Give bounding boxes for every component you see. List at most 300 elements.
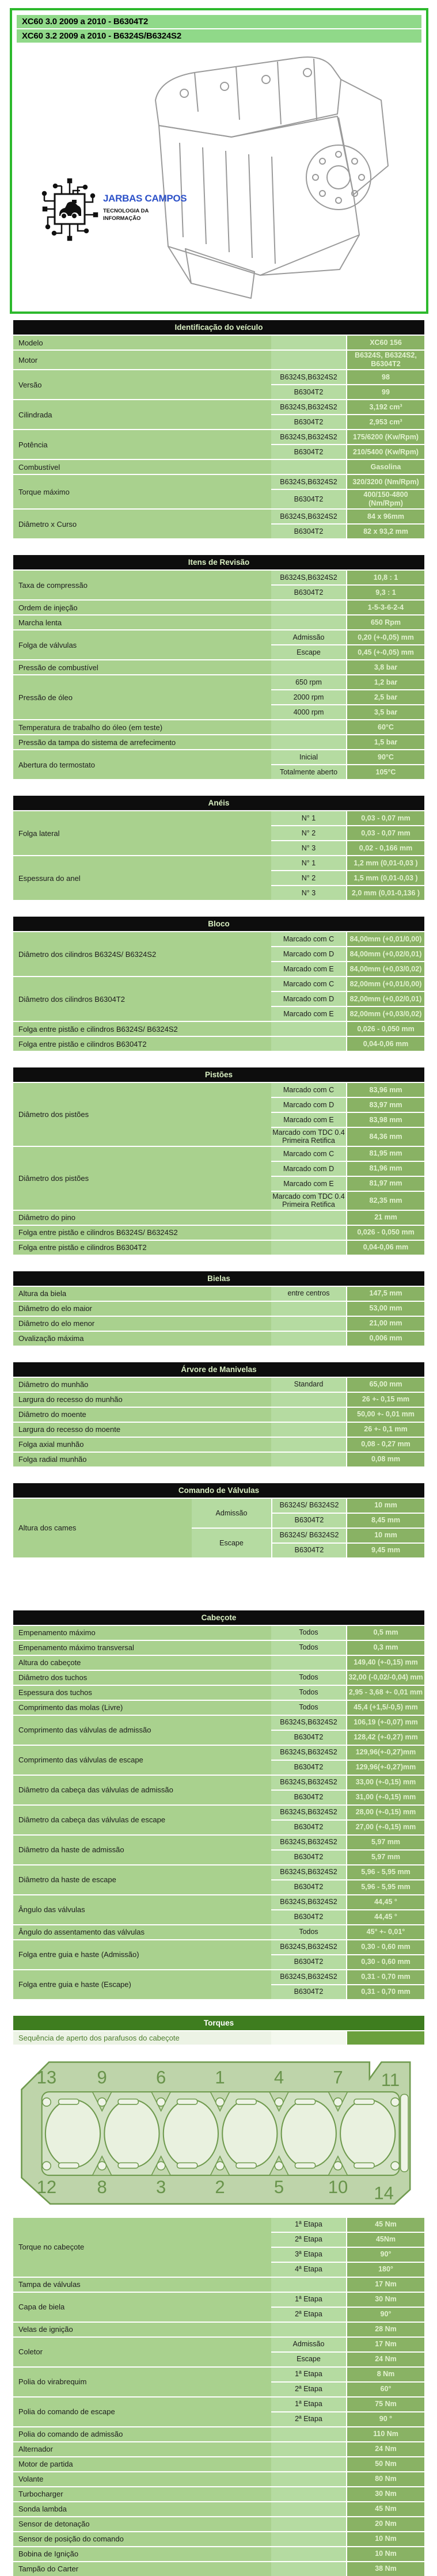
row-condition: 1ª Etapa [271,2398,346,2411]
spec-row [13,571,424,599]
row-value: 65,00 mm [346,1378,424,1392]
spec-subrow [271,2218,424,2232]
spec-subrow [271,1730,424,1745]
spec-row [13,1147,424,1210]
row-subcolumn [271,1940,424,1969]
row-value: 84,36 mm [346,1128,424,1146]
row-value: 83,97 mm [346,1098,424,1112]
spec-subrow [271,2427,424,2441]
row-subcolumn [271,1378,424,1392]
row-condition: 2ª Etapa [271,2383,346,2396]
section-header: Árvore de Manivelas [13,1362,424,1377]
spec-subrow [271,510,424,523]
row-condition: B6304T2 [271,1791,346,1804]
row-subcolumn [271,1438,424,1452]
row-value: 0,04-0,06 mm [346,1037,424,1051]
row-subcolumn [271,1701,424,1715]
spec-subrow [271,2232,424,2247]
row-condition: B6304T2 [271,1955,346,1969]
row-value: 1,2 bar [346,675,424,689]
row-subcolumn [271,1287,424,1301]
row-condition: 1ª Etapa [271,2368,346,2381]
row-label: Diâmetro dos cilindros B6324S/ B6324S2 [13,932,271,976]
row-subcolumn [271,1393,424,1407]
row-condition: 4000 rpm [271,705,346,719]
row-condition: 2ª Etapa [271,2412,346,2426]
row-condition: 650 rpm [271,675,346,689]
row-label: Polia do comando de admissão [13,2427,271,2441]
row-value: 60°C [346,720,424,734]
row-subcolumn [271,1925,424,1939]
spec-row [13,2562,424,2576]
row-subcolumn [271,1211,424,1225]
spec-subrow [271,1006,424,1021]
bolt-number: 2 [215,2176,225,2197]
row-value: 90° [346,2308,424,2322]
row-condition: N° 3 [271,886,346,900]
spec-subrow [271,351,424,369]
row-group-key: Escape [192,1529,271,1557]
row-value: 0,03 - 0,07 mm [346,826,424,840]
row-condition: Admissão [271,630,346,644]
spec-row [13,430,424,459]
spec-row [13,1499,424,1557]
row-subcolumn [271,2502,424,2516]
row-label: Tampão do Carter [13,2562,271,2576]
row-condition: 3ª Etapa [271,2248,346,2262]
row-value: 1,5 mm (0,01-0,03 ) [346,871,424,885]
spec-subrow [271,946,424,961]
row-condition: Todos [271,1701,346,1715]
row-subcolumn [271,1302,424,1316]
row-value: 20 Nm [346,2517,424,2531]
row-condition: 1ª Etapa [271,2293,346,2307]
row-condition: entre centros [271,1287,346,1301]
spec-row [13,1626,424,1640]
row-value: 129,96(+-0,27)mm [346,1746,424,1760]
head-bolt-sequence-label: Sequência de aperto dos parafusos do cabeçote [13,2031,271,2045]
row-subcolumn [271,460,424,474]
spec-subrow [271,1499,424,1513]
row-condition: B6304T2 [271,1851,346,1864]
row-label: Diâmetro do elo maior [13,1302,271,1316]
row-label: Folga entre pistão e cilindros B6304T2 [13,1241,271,1255]
bolt-number: 4 [273,2067,284,2088]
row-value: 0,026 - 0,050 mm [346,1022,424,1036]
row-condition: Inicial [271,750,346,764]
torques-section-header: Torques [13,2016,424,2030]
row-subcolumn [271,1671,424,1685]
row-label: Diâmetro do elo menor [13,1317,271,1331]
spec-subrow [271,2472,424,2486]
spec-row [13,977,424,1021]
row-value: 5,97 mm [346,1836,424,1849]
row-condition: Todos [271,1925,346,1939]
row-label: Polia do virabrequim [13,2368,271,2396]
row-value: 0,026 - 0,050 mm [346,1226,424,1240]
spec-subrow [271,1925,424,1939]
row-value: 0,08 - 0,27 mm [346,1438,424,1452]
spec-subrow [271,1849,424,1864]
section-header: Comando de Válvulas [13,1483,424,1498]
row-subcolumn [271,1865,424,1894]
spec-subrow [271,2442,424,2456]
spec-subrow [271,2338,424,2351]
row-condition [271,2502,346,2516]
row-value: 129,96(+-0,27)mm [346,1761,424,1775]
row-value: 8 Nm [346,2368,424,2381]
spec-subrow [271,2368,424,2381]
row-condition: B6304T2 [271,385,346,399]
section-header: Anéis [13,796,424,810]
bolt-number: 5 [273,2176,284,2197]
bolt-number: 13 [36,2067,57,2088]
spec-row [13,1211,424,1225]
row-value: 0,31 - 0,70 mm [346,1985,424,1999]
row-condition: B6304T2 [271,445,346,459]
row-condition [271,1226,346,1240]
spec-row [13,720,424,734]
spec-row [13,1423,424,1437]
spec-row [13,1317,424,1331]
row-value: 45° +- 0,01° [346,1925,424,1939]
row-condition: B6324S,B6324S2 [271,1746,346,1760]
row-value: 98 [346,370,424,384]
row-label: Empenamento máximo [13,1626,271,1640]
row-label: Folga axial munhão [13,1438,271,1452]
row-condition: N° 2 [271,826,346,840]
spec-subrow [271,932,424,946]
row-subcolumn [271,735,424,749]
row-condition: N° 1 [271,856,346,870]
row-label: Diâmetro da haste de admissão [13,1836,271,1864]
spec-row [13,615,424,629]
spec-subrow [271,1176,424,1191]
vehicle-title-line-1: XC60 3.0 2009 a 2010 - B6304T2 [17,15,421,28]
section-cabecote [13,1610,424,1999]
row-subcolumn [271,1332,424,1346]
spec-subrow [271,460,424,474]
spec-subrow [271,2307,424,2322]
section-header: Itens de Revisão [13,555,424,569]
row-subcolumn [271,1776,424,1804]
spec-subrow [271,764,424,779]
row-value: 2,953 cm³ [346,415,424,429]
spec-row [13,1836,424,1864]
spec-subrow [271,1226,424,1240]
head-bolt-sequence-row [13,2031,424,2045]
row-subcolumn [271,2293,424,2322]
section-header: Cabeçote [13,1610,424,1625]
spec-row [13,510,424,538]
spec-row [13,1656,424,1670]
row-value: 28 Nm [346,2323,424,2336]
row-value: 75 Nm [346,2398,424,2411]
row-condition [271,1453,346,1466]
spec-row [13,1438,424,1452]
row-condition: Marcado com E [271,1177,346,1191]
row-condition: B6324S,B6324S2 [271,1716,346,1730]
spec-sections [13,320,424,1999]
row-value: Gasolina [346,460,424,474]
row-condition [271,1656,346,1670]
spec-row [13,400,424,429]
row-condition: Marcado com C [271,1083,346,1097]
spec-subrow [271,1317,424,1331]
spec-subrow [271,1671,424,1685]
spec-subrow [271,1716,424,1730]
row-condition: B6304T2 [271,1514,346,1528]
row-value: 80 Nm [346,2472,424,2486]
row-value: 53,00 mm [346,1302,424,1316]
row-label: Altura dos cames [13,1499,192,1557]
spec-subrow [271,1940,424,1954]
row-subcolumn [271,2517,424,2531]
spec-subrow [271,735,424,749]
spec-subrow [271,1302,424,1316]
row-value: 0,31 - 0,70 mm [346,1970,424,1984]
row-value: 45 Nm [346,2218,424,2232]
row-value: 82,35 mm [346,1192,424,1210]
row-value: 400/150-4800 (Nm/Rpm) [346,490,424,508]
row-label: Comprimento das válvulas de admissão [13,1716,271,1745]
spec-subrow [271,2502,424,2516]
row-value: 84,00mm (+0,01/0,00) [346,932,424,946]
spec-subrow [271,1097,424,1112]
spec-subrow [271,689,424,704]
row-value: 81,96 mm [346,1162,424,1176]
spec-subrow [271,2262,424,2277]
row-condition: B6324S,B6324S2 [271,510,346,523]
section-header: Bielas [13,1271,424,1286]
spec-subrow [271,1529,424,1542]
bolt-number: 9 [97,2067,107,2088]
spec-subrow [271,1147,424,1161]
spec-subrow [271,1393,424,1407]
row-condition: N° 3 [271,841,346,855]
row-subcolumn [271,856,424,900]
spec-row [13,1378,424,1392]
row-condition [271,615,346,629]
row-subcolumn [271,370,424,399]
logo [40,174,201,241]
row-label: Sensor de posição do comando [13,2532,271,2546]
section-bielas [13,1271,424,1346]
spec-row [13,370,424,399]
row-condition: 1ª Etapa [271,2218,346,2232]
row-subcolumn [271,351,424,369]
row-value: 149,40 (+-0,15) mm [346,1656,424,1670]
row-label: Folga de válvulas [13,630,271,659]
row-condition [271,1408,346,1422]
row-value: 1-5-3-6-2-4 [346,601,424,614]
row-condition: Marcado com D [271,1162,346,1176]
row-value: 0,006 mm [346,1332,424,1346]
row-condition: B6324S,B6324S2 [271,1940,346,1954]
row-subcolumn [271,2487,424,2501]
row-value: 10 mm [346,1529,424,1542]
row-condition [271,660,346,674]
row-label: Largura do recesso do munhão [13,1393,271,1407]
spec-row [13,601,424,614]
row-label: Comprimento das válvulas de escape [13,1746,271,1775]
row-value: 0,08 mm [346,1453,424,1466]
row-label: Espessura do anel [13,856,271,900]
bolt-number: 1 [215,2067,225,2088]
row-condition [271,1438,346,1452]
spec-subrow [271,2278,424,2292]
spec-row [13,1895,424,1924]
row-condition: B6324S,B6324S2 [271,475,346,489]
spec-row [13,1746,424,1775]
spec-row [13,750,424,779]
spec-subrow [271,475,424,489]
spec-subrow [271,601,424,614]
row-condition: B6304T2 [271,1880,346,1894]
row-value: 1,2 mm (0,01-0,03 ) [346,856,424,870]
row-subcolumn [271,1641,424,1655]
row-label: Altura do cabeçote [13,1656,271,1670]
row-condition: Marcado com D [271,1098,346,1112]
bolt-number: 3 [155,2176,166,2197]
row-value: 180° [346,2263,424,2277]
row-condition: N° 2 [271,871,346,885]
row-subcolumn [271,2562,424,2576]
row-condition: 4ª Etapa [271,2263,346,2277]
spec-row [13,1641,424,1655]
row-value: 83,98 mm [346,1113,424,1127]
spec-subrow [271,856,424,870]
spec-row [13,675,424,719]
row-condition: B6304T2 [271,586,346,599]
spec-subrow [271,1438,424,1452]
row-label: Motor [13,351,271,369]
row-subcolumn [271,660,424,674]
spec-subrow [271,615,424,629]
spec-subrow [271,1819,424,1834]
row-condition [271,1332,346,1346]
spec-row [13,1701,424,1715]
row-value: 2,95 - 3,68 +- 0,01 mm [346,1686,424,1700]
spec-row [13,811,424,855]
row-condition: B6324S,B6324S2 [271,571,346,584]
row-value: 175/6200 (Kw/Rpm) [346,430,424,444]
row-condition: B6304T2 [271,415,346,429]
row-condition [271,2532,346,2546]
row-value: 31,00 (+-0,15) mm [346,1791,424,1804]
row-label: Ângulo do assentamento das válvulas [13,1925,271,1939]
spec-row [13,2278,424,2292]
spec-subrow [271,1083,424,1097]
row-value: 27,00 (+-0,15) mm [346,1821,424,1834]
row-value: 45 Nm [346,2502,424,2516]
row-condition: Marcado com E [271,1113,346,1127]
row-condition: B6304T2 [271,1731,346,1745]
spec-subrow [271,2381,424,2396]
row-value: 110 Nm [346,2427,424,2441]
spec-subrow [271,2457,424,2471]
row-condition: B6324S,B6324S2 [271,430,346,444]
spec-subrow [271,2562,424,2576]
row-condition: Marcado com C [271,932,346,946]
row-subcolumn [271,1083,424,1146]
row-subcolumn [271,1453,424,1466]
spec-subrow [271,885,424,900]
row-subcolumn [271,720,424,734]
row-condition [271,2547,346,2561]
row-label: Torque máximo [13,475,271,508]
row-label: Diâmetro da cabeça das válvulas de escape [13,1806,271,1834]
row-subcolumn [271,2323,424,2336]
row-subcolumn [271,1499,424,1528]
row-subcolumn [271,750,424,779]
row-group-key: Admissão [192,1499,271,1528]
row-subcolumn [271,601,424,614]
row-label: Sonda lambda [13,2502,271,2516]
spec-subrow [271,660,424,674]
spec-subrow [271,523,424,538]
row-condition: B6304T2 [271,1985,346,1999]
spec-row [13,1686,424,1700]
spec-subrow [271,1746,424,1760]
spec-row [13,2323,424,2336]
section-pistoes [13,1067,424,1255]
spec-row [13,1408,424,1422]
spec-row [13,1037,424,1051]
row-label: Bobina de Ignição [13,2547,271,2561]
section-identificacao [13,320,424,538]
row-subcolumn [271,2218,424,2277]
row-condition [271,2457,346,2471]
row-value: 17 Nm [346,2278,424,2292]
spec-subrow [271,750,424,764]
row-label: Motor de partida [13,2457,271,2471]
row-condition: B6324S,B6324S2 [271,1970,346,1984]
spec-subrow [271,2487,424,2501]
row-condition: B6324S,B6324S2 [271,1895,346,1909]
row-condition [271,2427,346,2441]
row-value: 5,97 mm [346,1851,424,1864]
row-condition [271,1302,346,1316]
row-value: 90°C [346,750,424,764]
row-label: Taxa de compressão [13,571,271,599]
row-subcolumn [271,2278,424,2292]
row-subcolumn [271,675,424,719]
spec-row [13,1940,424,1969]
row-condition: Marcado com E [271,1007,346,1021]
spec-subrow [271,1542,424,1557]
bolt-number: 11 [381,2069,400,2090]
row-condition: Todos [271,1626,346,1640]
row-value: 45Nm [346,2233,424,2247]
row-condition [271,336,346,349]
spec-subrow [271,370,424,384]
row-value: 82,00mm (+0,03/0,02) [346,1007,424,1021]
row-condition: B6324S,B6324S2 [271,1776,346,1789]
row-value: 0,30 - 0,60 mm [346,1955,424,1969]
row-value: 26 +- 0,15 mm [346,1393,424,1407]
row-value: 0,20 (+-0,05) mm [346,630,424,644]
row-value: 3,192 cm³ [346,400,424,414]
row-label: Sensor de detonação [13,2517,271,2531]
row-label: Capa de biela [13,2293,271,2322]
row-value: 320/3200 (Nm/Rpm) [346,475,424,489]
row-value: 106,19 (+-0,07) mm [346,1716,424,1730]
row-subcolumn [271,1022,424,1036]
spec-subrow [271,1513,424,1528]
spec-row [13,630,424,659]
row-subcolumn [271,2427,424,2441]
